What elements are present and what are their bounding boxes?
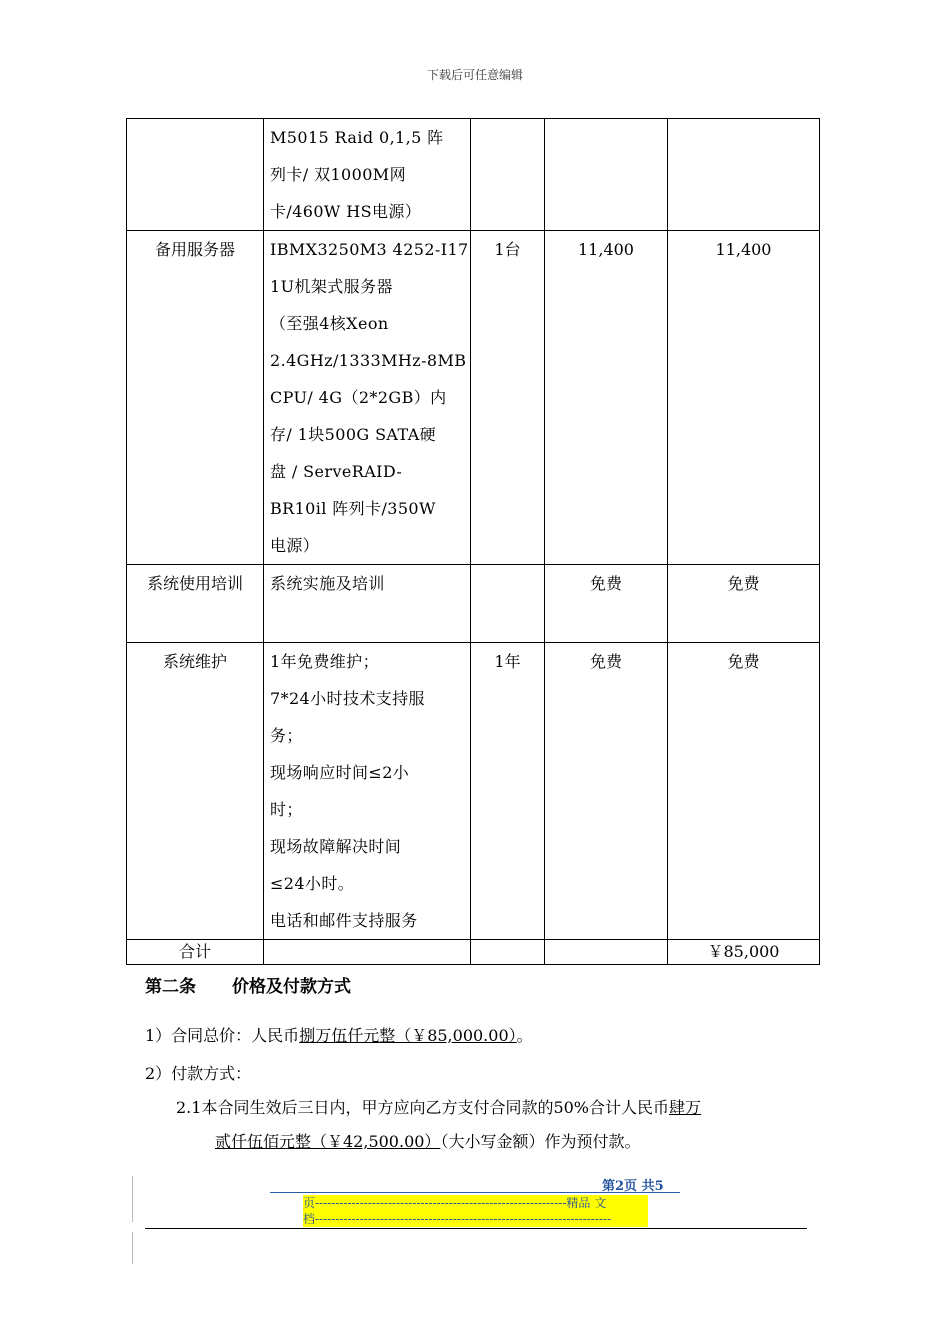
description-line: ≤24小时。 xyxy=(270,874,355,893)
footer-bottom-rule xyxy=(145,1228,807,1229)
cell-description xyxy=(264,565,471,643)
footer-highlight-line1: 页--------------------------------------------------------------精品 文 xyxy=(303,1195,648,1211)
cell-quantity xyxy=(471,565,545,643)
table-row xyxy=(127,565,820,643)
description-line: IBMX3250M3 4252-I17 xyxy=(270,240,469,259)
payment-method-heading: 2）付款方式： xyxy=(145,1064,252,1083)
section-number: 第二条 xyxy=(145,977,196,997)
cell-item: 系统使用培训 xyxy=(127,565,264,643)
table-row xyxy=(127,231,820,565)
cell-quantity: 1年 xyxy=(471,643,545,940)
cell-description xyxy=(264,119,471,231)
description-line: 时； xyxy=(270,800,303,819)
total-price-amount: 捌万伍仟元整（￥85,000.00） xyxy=(299,1026,517,1045)
description-line: M5015 Raid 0,1,5 阵 xyxy=(270,128,444,147)
description-line: 存/ 1块500G SATA硬 xyxy=(270,425,437,444)
section-title: 价格及付款方式 xyxy=(232,977,351,997)
description-line: 现场故障解决时间 xyxy=(270,837,402,856)
description-line: 7*24小时技术支持服 xyxy=(270,689,425,708)
advance-payment-amount-part1: 肆万 xyxy=(669,1098,702,1117)
description-line: CPU/ 4G（2*2GB）内 xyxy=(270,388,447,407)
cell-unit-price xyxy=(545,119,668,231)
cell-total: 免费 xyxy=(668,643,820,940)
description-line: 务； xyxy=(270,726,303,745)
section-heading xyxy=(145,972,351,997)
description-line: BR10il 阵列卡/350W xyxy=(270,499,436,518)
cell-unit-price: 免费 xyxy=(545,565,668,643)
cell-total: 免费 xyxy=(668,565,820,643)
total-price-label: 1）合同总价：人民币 xyxy=(145,1026,300,1045)
cell-total xyxy=(668,119,820,231)
cell-total: 11,400 xyxy=(668,231,820,565)
description-line: 盘 / ServeRAID- xyxy=(270,462,403,481)
page-number: 第2页 共5 xyxy=(602,1179,664,1194)
table-sum-row xyxy=(127,940,820,965)
table-body xyxy=(127,119,820,965)
advance-payment-paragraph-line2 xyxy=(215,1130,640,1154)
description-line: 系统实施及培训 xyxy=(270,574,385,593)
description-line: 现场响应时间≤2小 xyxy=(270,763,410,782)
description-line: 列卡/ 双1000M网 xyxy=(270,165,406,184)
cell-unit-price: 免费 xyxy=(545,643,668,940)
sum-label: 合计 xyxy=(127,940,264,965)
cell-unit-price: 11,400 xyxy=(545,231,668,565)
sum-empty-qty xyxy=(471,940,545,965)
sum-empty-unit xyxy=(545,940,668,965)
advance-payment-text: 2.1本合同生效后三日内，甲方应向乙方支付合同款的50%合计人民币 xyxy=(176,1098,670,1117)
description-line: 1年免费维护； xyxy=(270,652,379,671)
description-line: 1U机架式服务器 xyxy=(270,277,393,296)
cell-item xyxy=(127,119,264,231)
sum-total: ￥85,000 xyxy=(668,940,820,965)
footer-left-bar-upper xyxy=(132,1176,133,1222)
description-line: 电源） xyxy=(270,536,320,555)
description-line: 电话和邮件支持服务 xyxy=(270,911,418,930)
total-price-paragraph xyxy=(145,1024,533,1048)
description-line: 卡/460W HS电源） xyxy=(270,202,422,221)
description-line: （至强4核Xeon xyxy=(270,314,389,333)
total-price-suffix: 。 xyxy=(516,1026,533,1045)
description-line: 2.4GHz/1333MHz-8MB xyxy=(270,351,467,370)
advance-payment-paragraph-line1 xyxy=(176,1096,701,1120)
table-row xyxy=(127,119,820,231)
footer-highlight-line2: 档------------------------------------------------------------------------- xyxy=(303,1211,648,1227)
advance-payment-amount-part2: 贰仟伍佰元整（￥42,500.00） xyxy=(215,1132,441,1151)
page-header-watermark: 下载后可任意编辑 xyxy=(426,68,523,82)
quotation-table xyxy=(126,118,820,965)
cell-description xyxy=(264,231,471,565)
cell-item: 备用服务器 xyxy=(127,231,264,565)
cell-description xyxy=(264,643,471,940)
sum-empty-desc xyxy=(264,940,471,965)
cell-quantity xyxy=(471,119,545,231)
cell-item: 系统维护 xyxy=(127,643,264,940)
table-row xyxy=(127,643,820,940)
cell-quantity: 1台 xyxy=(471,231,545,565)
advance-payment-suffix: （大小写金额）作为预付款。 xyxy=(440,1132,641,1151)
footer-left-bar-lower xyxy=(132,1232,133,1264)
